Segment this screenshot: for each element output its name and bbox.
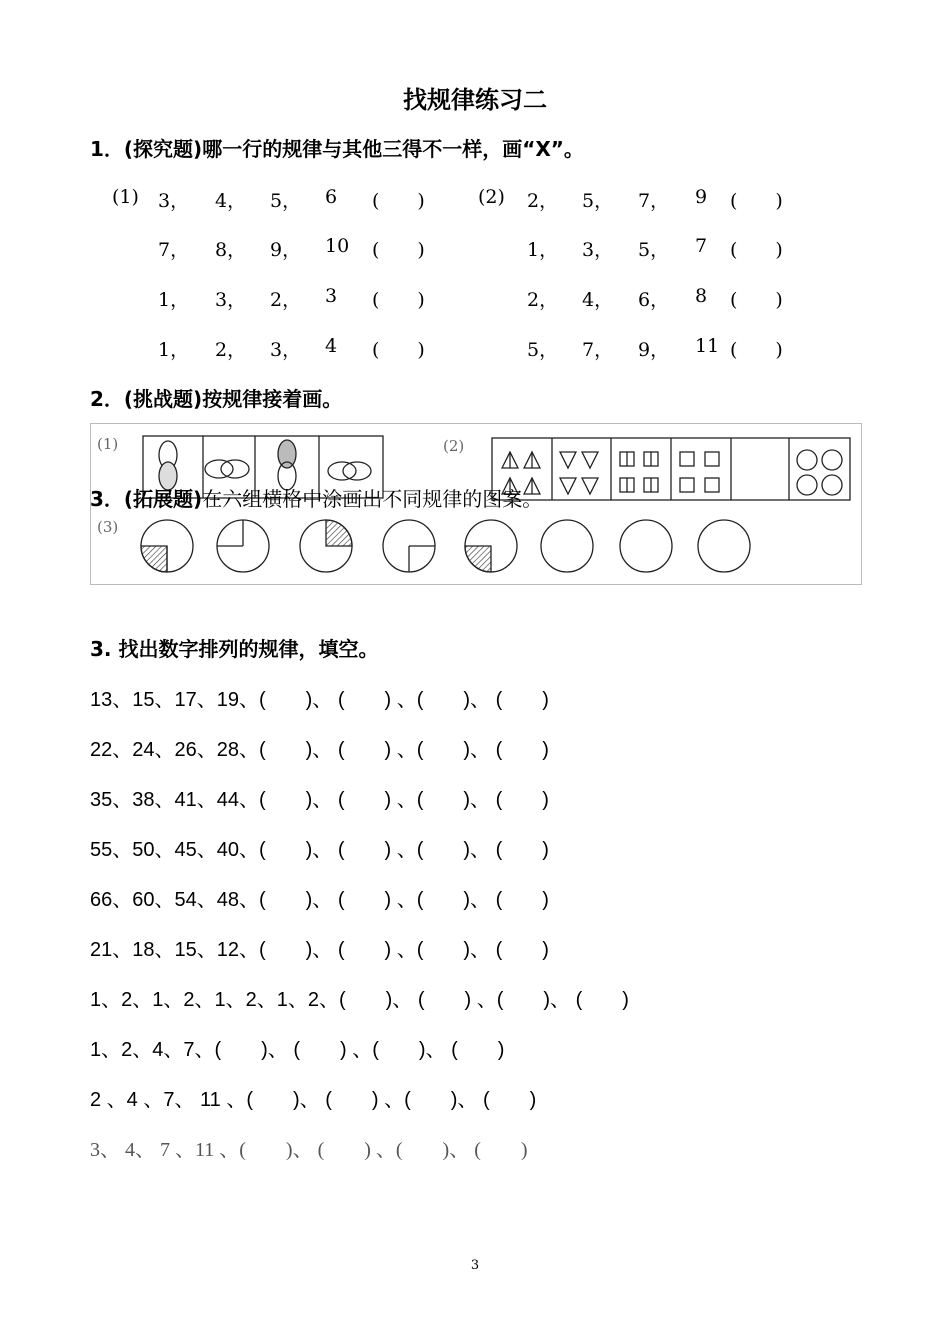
- q1-right-rows-cell: 2，: [527, 289, 559, 311]
- sequence-row: 3、 4、 7 、11 、( )、 ( ) 、( )、 ( ): [90, 1139, 528, 1161]
- q1-right-rows-cell: 5，: [527, 339, 559, 361]
- figure-label-3: (3): [97, 518, 119, 536]
- q1-right-rows-cell: 9: [695, 186, 708, 208]
- q1-right-rows-cell: ( ): [730, 339, 783, 361]
- q3-heading: 3. 找出数字排列的规律，填空。: [90, 637, 379, 661]
- q3a-heading-rest: 在六组横格中涂画出不同规律的图案。: [202, 487, 543, 511]
- page-title: 找规律练习二: [403, 86, 547, 114]
- q1-left-rows-cell: 1，: [158, 289, 190, 311]
- q1-right-rows-cell: 7，: [638, 190, 670, 212]
- q1-right-rows-cell: 1，: [527, 239, 559, 261]
- sequence-row: 13、15、17、19、( )、 ( ) 、( )、 ( ): [90, 689, 549, 711]
- sequence-row: 66、60、54、48、( )、 ( ) 、( )、 ( ): [90, 889, 549, 911]
- q1-right-rows-cell: 6，: [638, 289, 670, 311]
- q1-right-rows-cell: 2，: [527, 190, 559, 212]
- sequence-row: 22、24、26、28、( )、 ( ) 、( )、 ( ): [90, 739, 549, 761]
- q1-right-rows-cell: 5，: [582, 190, 614, 212]
- q1-left-rows-cell: 3: [325, 285, 338, 307]
- q1-left-rows-cell: 3，: [215, 289, 247, 311]
- q1-left-label: (1): [112, 186, 139, 208]
- q1-heading: 1．(探究题)哪一行的规律与其他三得不一样，画“X”。: [90, 137, 584, 161]
- q1-right-rows-cell: ( ): [730, 190, 783, 212]
- q1-left-rows-cell: 8，: [215, 239, 247, 261]
- page-number: 3: [470, 1258, 480, 1273]
- q1-left-rows-cell: 5，: [270, 190, 302, 212]
- q1-left-rows-cell: 9，: [270, 239, 302, 261]
- q1-right-rows-cell: 7: [695, 235, 708, 257]
- sequence-row: 1、2、4、7、( )、 ( ) 、( )、 ( ): [90, 1039, 505, 1061]
- sequence-row: 55、50、45、40、( )、 ( ) 、( )、 ( ): [90, 839, 549, 861]
- q2-heading: 2．(挑战题)按规律接着画。: [90, 387, 343, 411]
- q1-left-rows-cell: 3，: [158, 190, 190, 212]
- q3a-heading: [90, 483, 542, 512]
- q1-left-rows-cell: 3，: [270, 339, 302, 361]
- q1-right-rows-cell: 8: [695, 285, 708, 307]
- figure-label-2: (2): [443, 437, 465, 455]
- q1-left-rows-cell: 4: [325, 335, 338, 357]
- q1-right-rows-cell: ( ): [730, 239, 783, 261]
- sequence-row: 21、18、15、12、( )、 ( ) 、( )、 ( ): [90, 939, 549, 961]
- q1-right-rows-cell: 3，: [582, 239, 614, 261]
- sequence-row: 35、38、41、44、( )、 ( ) 、( )、 ( ): [90, 789, 549, 811]
- q1-right-rows-cell: 7，: [582, 339, 614, 361]
- q1-left-rows-cell: ( ): [372, 339, 425, 361]
- q1-left-rows-cell: 6: [325, 186, 338, 208]
- q1-right-rows-cell: 4，: [582, 289, 614, 311]
- sequence-row: 2 、4 、7、 11 、( )、 ( ) 、( )、 ( ): [90, 1089, 537, 1111]
- pattern-2-boxes: [492, 438, 850, 500]
- sequence-row: 1、2、1、2、1、2、1、2、( )、 ( ) 、( )、 ( ): [90, 989, 629, 1011]
- q3a-heading-bold: 3．(拓展题): [90, 487, 203, 511]
- pattern-3-circles: [141, 520, 750, 572]
- q1-right-label: (2): [478, 186, 505, 208]
- q1-left-rows-cell: 2，: [215, 339, 247, 361]
- q1-right-rows-cell: ( ): [730, 289, 783, 311]
- q1-left-rows-cell: 4，: [215, 190, 247, 212]
- q1-left-rows-cell: 10: [325, 235, 350, 257]
- q1-right-rows-cell: 11: [695, 335, 720, 357]
- q1-right-rows-cell: 9，: [638, 339, 670, 361]
- q1-right-rows-cell: 5，: [638, 239, 670, 261]
- q1-left-rows-cell: 1，: [158, 339, 190, 361]
- q1-left-rows-cell: ( ): [372, 289, 425, 311]
- q1-left-rows-cell: ( ): [372, 239, 425, 261]
- q1-left-rows-cell: 7，: [158, 239, 190, 261]
- q1-left-rows-cell: ( ): [372, 190, 425, 212]
- q1-left-rows-cell: 2，: [270, 289, 302, 311]
- figure-label-1: (1): [97, 435, 119, 453]
